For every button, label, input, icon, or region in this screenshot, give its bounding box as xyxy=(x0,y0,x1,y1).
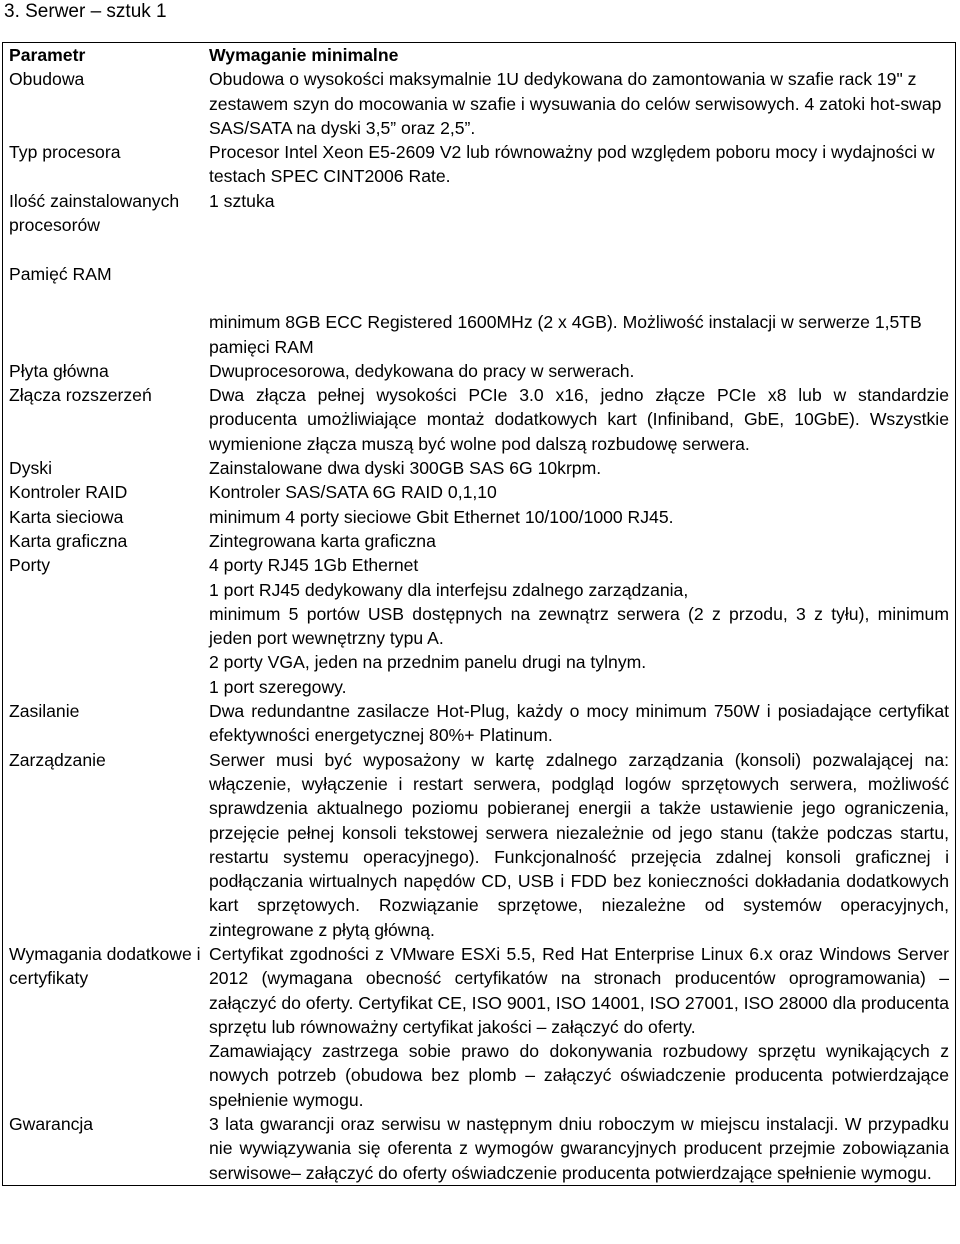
table-row xyxy=(3,359,955,383)
requirement-cell xyxy=(201,529,955,553)
requirement-cell xyxy=(201,189,955,262)
param-cell: Porty xyxy=(9,555,51,576)
requirement-text: 1 port RJ45 dedykowany dla interfejsu zdalnego zarządzania, xyxy=(209,579,689,600)
table-row xyxy=(3,748,955,942)
requirement-text: 1 sztuka xyxy=(209,190,275,211)
requirement-cell xyxy=(201,505,955,529)
table-row xyxy=(3,699,955,748)
section-heading: 3. Serwer – sztuk 1 xyxy=(4,1,167,22)
param-cell: Obudowa xyxy=(9,69,85,90)
param-cell: Gwarancja xyxy=(9,1114,94,1135)
column-header-requirement: Wymaganie minimalne xyxy=(209,45,399,65)
table-row xyxy=(3,140,955,189)
table-row xyxy=(3,456,955,480)
requirement-cell xyxy=(201,942,955,1112)
requirement-cell xyxy=(201,262,955,359)
requirement-text: Kontroler SAS/SATA 6G RAID 0,1,10 xyxy=(209,482,497,503)
requirement-cell xyxy=(201,699,955,748)
param-cell: Karta sieciowa xyxy=(9,506,124,527)
param-cell: Typ procesora xyxy=(9,142,121,163)
requirement-cell xyxy=(201,553,955,699)
table-header-row xyxy=(3,43,955,67)
requirement-cell xyxy=(201,1112,955,1185)
param-cell: Zasilanie xyxy=(9,701,80,722)
table-row xyxy=(3,67,955,140)
param-cell: Wymagania dodatkowe i certyfikaty xyxy=(9,943,201,989)
table-row xyxy=(3,529,955,553)
param-cell: Pamięć RAM xyxy=(9,263,112,284)
requirement-text: Certyfikat zgodności z VMware ESXi 5.5, Red Hat Enterprise Linux 6.x oraz Windows Server 2012 (wymagana obecność certyfikatów na stronach producentów oprogramowania) – załączyć do oferty. Certyfikat CE, ISO 9001, ISO 14001, ISO 27001, ISO 28000 dla producenta sprzętu lub równoważny certyfikat jakości – załączyć do oferty. xyxy=(209,943,950,1037)
spec-table xyxy=(2,42,956,1186)
param-cell: Dyski xyxy=(9,458,53,479)
requirement-text: 4 porty RJ45 1Gb Ethernet xyxy=(209,555,419,576)
table-row xyxy=(3,942,955,1112)
param-cell: Złącza rozszerzeń xyxy=(9,385,152,406)
requirement-text: 2 porty VGA, jeden na przednim panelu drugi na tylnym. xyxy=(209,652,647,673)
table-row xyxy=(3,553,955,699)
requirement-text: 3 lata gwarancji oraz serwisu w następnym dniu roboczym w miejscu instalacji. W przypadku nie wywiązywania się oferenta z wymogów gwarancyjnych producent przejmie zobowiązania serwisowe– załączyć do oferty oświadczenie producenta potwierdzające spełnienie wymogu. xyxy=(209,1114,949,1183)
requirement-text: minimum 5 portów USB dostępnych na zewnątrz serwera (2 z przodu, 3 z tyłu), minimum jeden port wewnętrzny typu A. xyxy=(209,603,949,649)
table-row xyxy=(3,262,955,359)
requirement-text: Dwa złącza pełnej wysokości PCIe 3.0 x16, jedno złącze PCIe x8 lub w standardzie producenta umożliwiające montaż dodatkowych kart (Infiniband, GbE, 10GbE). Wszystkie wymienione złącza muszą być wolne pod dalszą rozbudowę serwera. xyxy=(209,385,949,454)
table-row xyxy=(3,505,955,529)
requirement-cell xyxy=(201,67,955,140)
requirement-text: Zainstalowane dwa dyski 300GB SAS 6G 10krpm. xyxy=(209,458,602,479)
table-row xyxy=(3,189,955,262)
requirement-cell xyxy=(201,359,955,383)
requirement-text: Zamawiający zastrzega sobie prawo do dokonywania rozbudowy sprzętu wynikających z nowych potrzeb (obudowa bez plomb – załączyć oświadczenie producenta potwierdzające spełnienie wymogu. xyxy=(209,1041,949,1110)
column-header-param: Parametr xyxy=(9,45,86,65)
requirement-cell xyxy=(201,140,955,189)
requirement-text: Zintegrowana karta graficzna xyxy=(209,530,436,551)
table-row xyxy=(3,1112,955,1185)
param-cell: Zarządzanie xyxy=(9,749,106,770)
table-body xyxy=(3,67,955,1185)
requirement-text: Serwer musi być wyposażony w kartę zdalnego zarządzania (konsoli) pozwalającej na: włączenie, wyłączenie i restart serwera, podgląd logów sprzętowych serwera, możliwość sprawdzenia aktualnego poziomu pobieranej energii a także ustawienie jego ograniczenia, przejęcie pełnej konsoli tekstowej serwera niezależnie od jego stanu (także podczas startu, restartu systemu operacyjnego). Funkcjonalność przejęcia zdalnej konsoli graficznej i podłączania wirtualnych napędów CD, USB i FDD bez konieczności dokładania dodatkowych kart sprzętowych. Rozwiązanie sprzętowe, niezależne od systemów operacyjnych, zintegrowane z płytą główną. xyxy=(209,749,949,940)
requirement-cell xyxy=(201,748,955,942)
requirement-text: Dwuprocesorowa, dedykowana do pracy w serwerach. xyxy=(209,360,635,381)
requirement-text: Obudowa o wysokości maksymalnie 1U dedykowana do zamontowania w szafie rack 19" z zestawem szyn do mocowania w szafie i wysuwania do celów serwisowych. 4 zatoki hot-swap SAS/SATA na dyski 3,5” oraz 2,5”. xyxy=(209,69,942,138)
param-cell: Płyta główna xyxy=(9,360,109,381)
requirement-text: minimum 8GB ECC Registered 1600MHz (2 x 4GB). Możliwość instalacji w serwerze 1,5TB pamięci RAM xyxy=(209,312,922,357)
table-row xyxy=(3,480,955,504)
requirement-text: 1 port szeregowy. xyxy=(209,676,347,697)
requirement-cell xyxy=(201,480,955,504)
table-row xyxy=(3,383,955,456)
requirement-text: Dwa redundantne zasilacze Hot-Plug, każdy o mocy minimum 750W i posiadające certyfikat efektywności energetycznej 80%+ Platinum. xyxy=(209,701,949,746)
param-cell: Karta graficzna xyxy=(9,530,128,551)
requirement-text: minimum 4 porty sieciowe Gbit Ethernet 10/100/1000 RJ45. xyxy=(209,506,674,527)
param-cell: Kontroler RAID xyxy=(9,482,128,503)
requirement-cell xyxy=(201,456,955,480)
requirement-text: Procesor Intel Xeon E5-2609 V2 lub równoważny pod względem poboru mocy i wydajności w testach SPEC CINT2006 Rate. xyxy=(209,142,935,187)
param-cell: Ilość zainstalowanych procesorów xyxy=(9,190,180,236)
requirement-cell xyxy=(201,383,955,456)
